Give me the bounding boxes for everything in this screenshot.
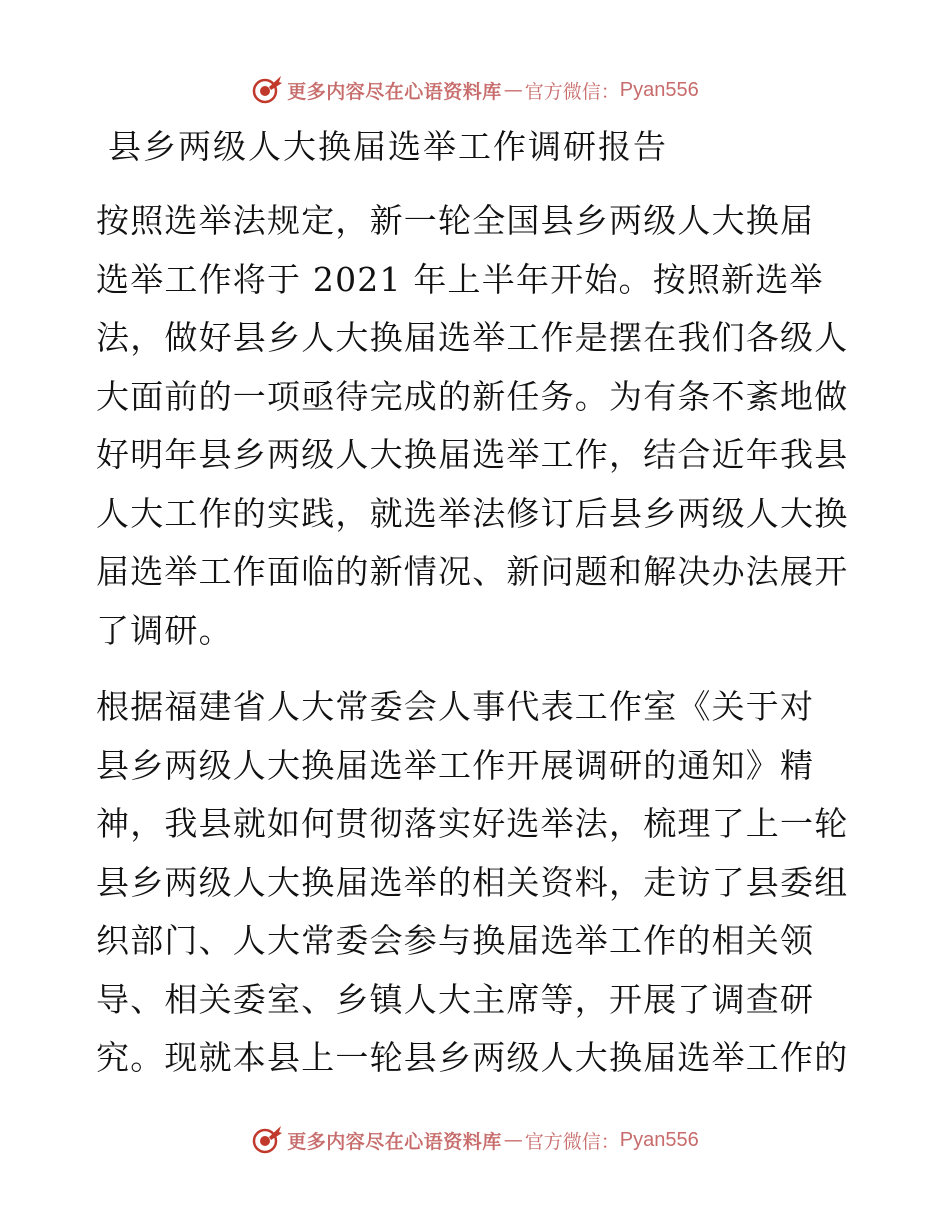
logo-icon xyxy=(251,74,283,106)
text-line: 人大工作的实践，就选举法修订后县乡两级人大换 xyxy=(96,493,849,533)
footer-banner xyxy=(0,1120,950,1160)
banner-wechat-label: 官方微信： xyxy=(524,1130,620,1153)
header-banner xyxy=(0,70,950,110)
text-line: 导、相关委室、乡镇人大主席等，开展了调查研 xyxy=(96,979,815,1019)
document-title: 县乡两级人大换届选举工作调研报告 xyxy=(108,127,668,166)
banner-separator: — xyxy=(503,1129,523,1151)
paragraph-2 xyxy=(96,678,856,1088)
text-line: 届选举工作面临的新情况、新问题和解决办法展开 xyxy=(96,552,849,591)
text-line: 大面前的一项亟待完成的新任务。为有条不紊地做 xyxy=(96,376,849,416)
text-line: 究。现就本县上一轮县乡两级人大换届选举工作的 xyxy=(96,1038,849,1077)
text-line: 了调研。 xyxy=(96,610,233,650)
banner-separator: — xyxy=(503,79,523,101)
banner-wechat-id: Pyan556 xyxy=(619,1128,699,1151)
text-line: 好明年县乡两级人大换届选举工作，结合近年我县 xyxy=(96,435,849,474)
paragraph-1 xyxy=(96,192,856,660)
text-line: 神，我县就如何贯彻落实好选举法，梳理了上一轮 xyxy=(96,804,849,843)
banner-wechat-id: Pyan556 xyxy=(619,78,699,101)
text-line: 法，做好县乡人大换届选举工作是摆在我们各级人 xyxy=(96,318,849,357)
text-line: 根据福建省人大常委会人事代表工作室《关于对 xyxy=(96,687,815,726)
logo-icon xyxy=(251,1124,283,1156)
banner-slogan: 更多内容尽在心语资料库 xyxy=(287,1130,502,1153)
text-line: 县乡两级人大换届选举工作开展调研的通知》精 xyxy=(96,745,815,785)
text-line: 织部门、人大常委会参与换届选举工作的相关领 xyxy=(96,921,815,960)
banner-wechat-label: 官方微信： xyxy=(524,80,620,103)
banner-slogan: 更多内容尽在心语资料库 xyxy=(287,80,502,103)
text-line: 选举工作将于 2021 年上半年开始。按照新选举 xyxy=(96,259,824,299)
text-line: 按照选举法规定，新一轮全国县乡两级人大换届 xyxy=(96,201,815,240)
text-line: 县乡两级人大换届选举的相关资料，走访了县委组 xyxy=(96,862,849,902)
